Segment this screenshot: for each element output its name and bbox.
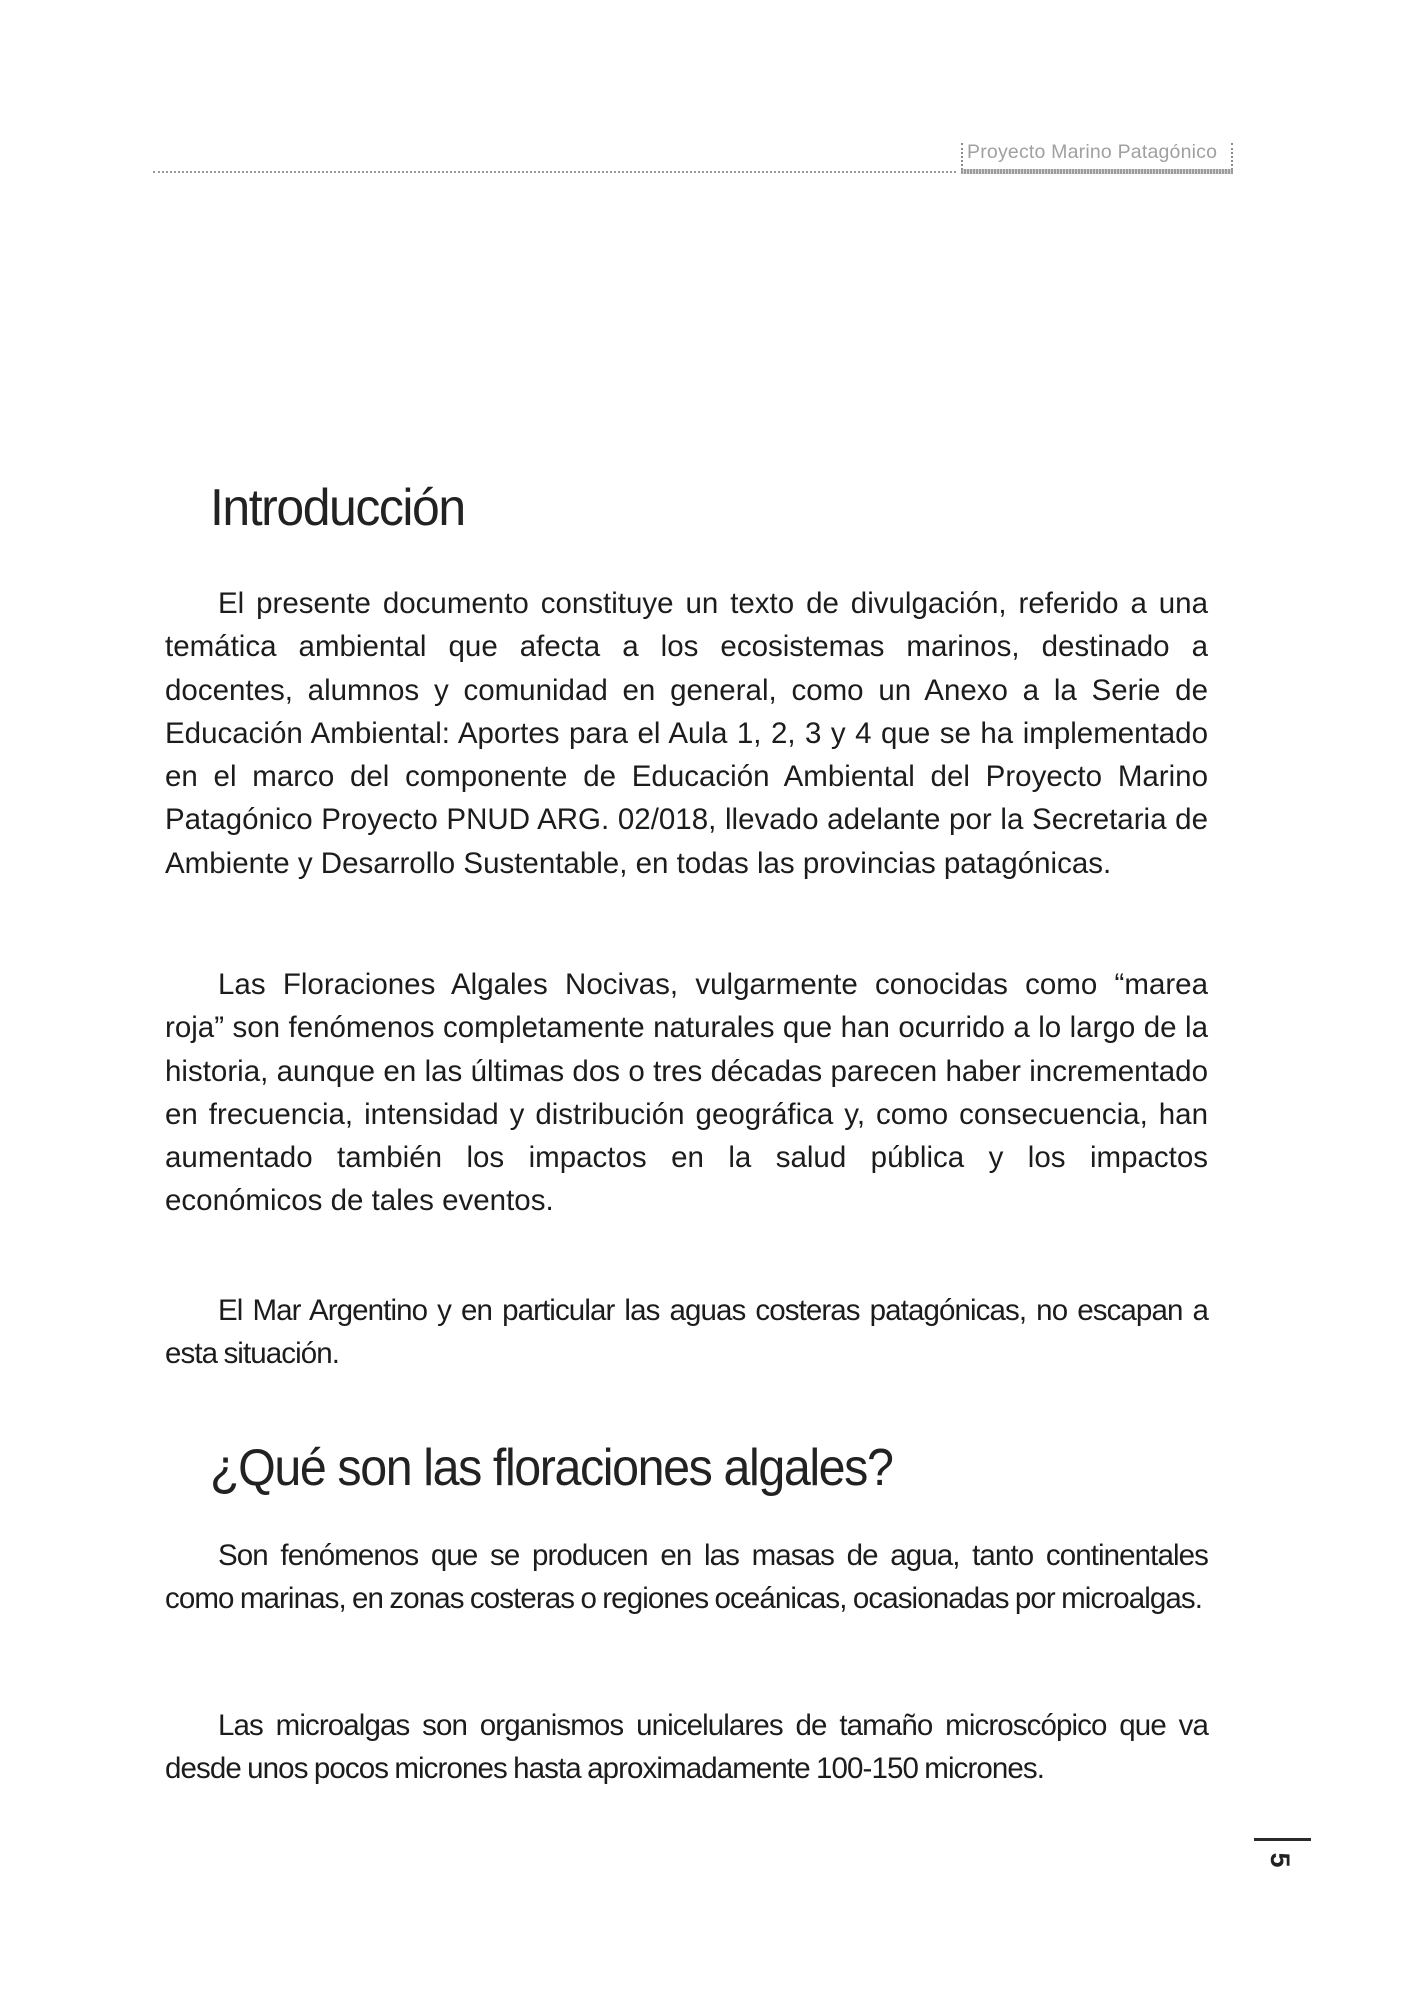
paragraph: Las microalgas son organismos unicelulares de tamaño microscópico que va desde unos pocos micrones hasta aproximadamente 100-150 micrones.	[165, 1709, 1208, 1786]
paragraph: Las Floraciones Algales Nocivas, vulgarmente conocidas como “marea roja” son fenómenos completamente naturales que han ocurrido a lo largo de la historia, aunque en las últimas dos o tres décadas parecen haber incrementado en frecuencia, intensidad y distribución geográfica y, como consecuencia, han aumentado también los impactos en la salud pública y los impactos económicos de tales eventos.	[165, 968, 1208, 1218]
header-rule	[153, 171, 956, 173]
section-heading-floraciones: ¿Qué son las floraciones algales?	[210, 1439, 893, 1497]
header-underline	[961, 169, 1233, 174]
header-title-box	[961, 140, 1233, 174]
header-bar-right	[1231, 143, 1233, 170]
paragraph: Son fenómenos que se producen en las masas de agua, tanto continentales como marinas, en zonas costeras o regiones oceánicas, ocasionadas por microalgas.	[165, 1539, 1208, 1616]
header-bar-left	[961, 143, 963, 170]
page-number-rule	[1254, 1838, 1311, 1841]
paragraph: El presente documento constituye un texto de divulgación, referido a una temática ambiental que afecta a los ecosistemas marinos, destinado a docentes, alumnos y comunidad en general, como un Anexo a la Serie de Educación Ambiental: Aportes para el Aula 1, 2, 3 y 4 que se ha implementado en el marco del componente de Educación Ambiental del Proyecto Marino Patagónico Proyecto PNUD ARG. 02/018, llevado adelante por la Secretaria de Ambiente y Desarrollo Sustentable, en todas las provincias patagónicas.	[165, 587, 1208, 880]
page-number: 5	[1265, 1852, 1295, 1868]
paragraph: El Mar Argentino y en particular las aguas costeras patagónicas, no escapan a esta situación.	[165, 1294, 1208, 1371]
section-heading-introduccion: Introducción	[210, 479, 465, 537]
header-running-title: Proyecto Marino Patagónico	[967, 141, 1218, 163]
